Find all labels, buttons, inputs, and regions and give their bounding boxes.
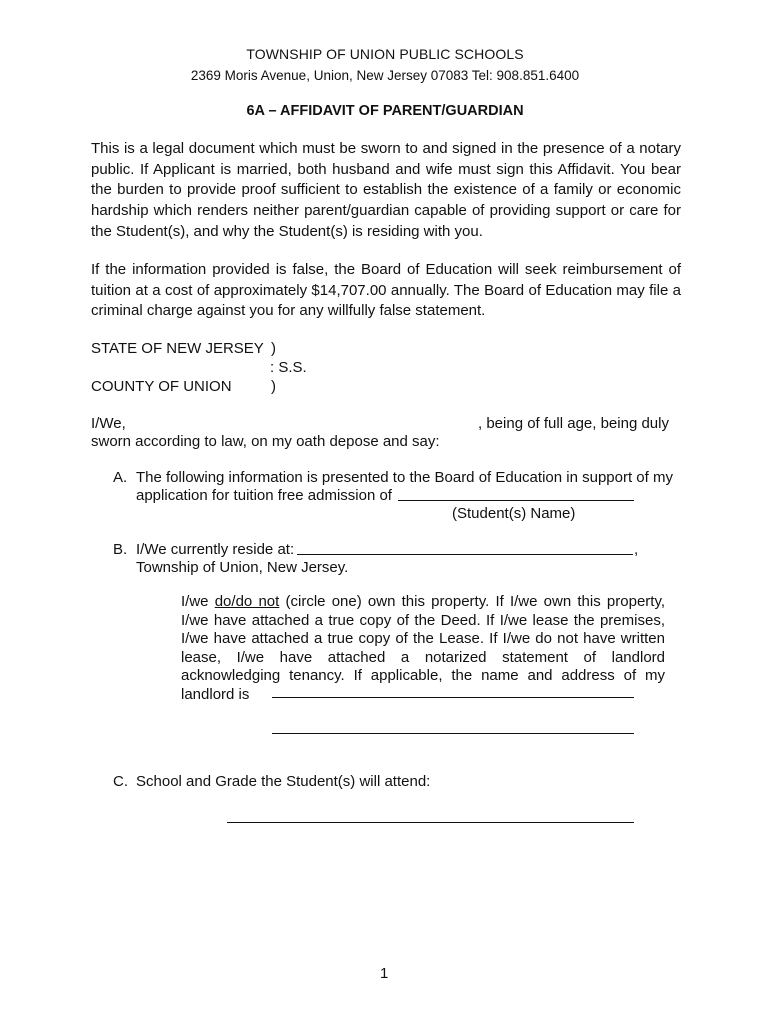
student-name-field[interactable] [398,500,634,501]
item-a-marker: A. [113,469,128,486]
do-do-not-choice[interactable]: do/do not [214,593,280,610]
landlord-name-field[interactable] [272,697,634,698]
venue-paren-open: ) [271,340,276,357]
item-c-marker: C. [113,773,128,790]
item-b-marker: B. [113,541,128,558]
item-a-line2: application for tuition free admission of [136,487,392,504]
venue-ss: : S.S. [270,359,307,376]
oath-sworn: sworn according to law, on my oath depose and say: [91,433,440,450]
county-label: COUNTY OF UNION [91,378,232,395]
item-b-comma: , [634,541,639,558]
item-b-line1: I/We currently reside at: [136,541,295,558]
landlord-address-field[interactable] [272,733,634,734]
residence-address-field[interactable] [297,554,633,555]
item-c-line1: School and Grade the Student(s) will attend: [136,773,431,790]
document-title: 6A – AFFIDAVIT OF PARENT/GUARDIAN [246,103,524,119]
intro-paragraph-2: If the information provided is false, the Board of Education will seek reimbursement of tuition at a cost of approximately $14,707.00 annually. The Board of Education may file a criminal charge against you for any willfully false statement. [91,261,681,320]
oath-iwe-label: I/We, [91,415,126,432]
venue-paren-close: ) [271,378,276,395]
ownership-paragraph [181,593,665,704]
organization-address: 2369 Moris Avenue, Union, New Jersey 07083 Tel: 908.851.6400 [190,68,580,83]
state-label: STATE OF NEW JERSEY [91,340,264,357]
ownership-text: (circle one) own this property. If I/we own this property, I/we have attached a true copy of the Deed. If I/we lease the premises, I/we have attached a true copy of the Lease. If I/we do not have written lease, I/we have attached a notarized statement of landlord acknowledging tenancy. If applicable, the name and address of my landlord is [181,593,666,703]
intro-paragraph-1: This is a legal document which must be sworn to and signed in the presence of a notary public. If Applicant is married, both husband and wife must sign this Affidavit. You bear the burden to provide proof sufficient to establish the existence of a family or economic hardship which renders neither parent/guardian capable of providing support or care for the Student(s), and why the Student(s) is residing with you. [91,140,681,240]
item-a-line1: The following information is presented to the Board of Education in support of my [136,469,673,486]
student-name-caption: (Student(s) Name) [452,505,576,522]
organization-name: TOWNSHIP OF UNION PUBLIC SCHOOLS [246,46,524,62]
school-grade-field[interactable] [227,822,634,823]
page-number: 1 [380,965,389,982]
item-b-line2: Township of Union, New Jersey. [136,559,349,576]
ownership-prefix: I/we [181,593,215,610]
oath-full-age: , being of full age, being duly [478,415,669,432]
